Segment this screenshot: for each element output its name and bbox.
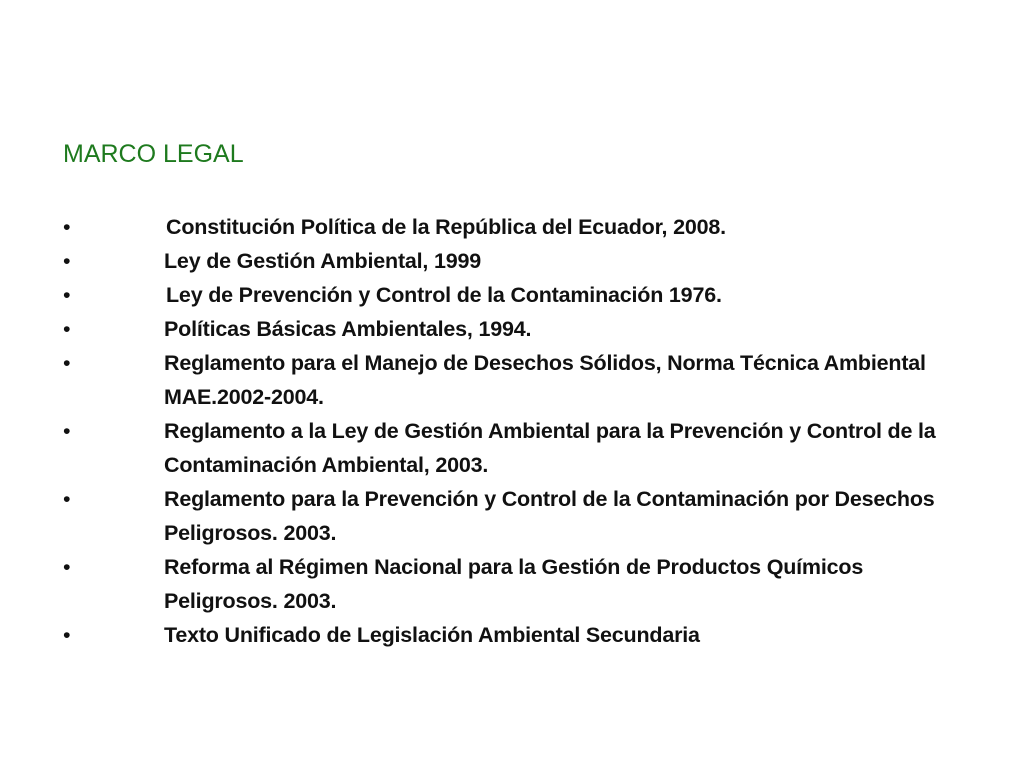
list-item xyxy=(63,278,963,312)
list-item-text: Ley de Prevención y Control de la Contaminación 1976. xyxy=(166,283,722,307)
list-item xyxy=(63,244,963,278)
list-item-text: Reglamento a la Ley de Gestión Ambiental para la Prevención y Control de la Contaminación Ambiental, 2003. xyxy=(164,419,936,477)
bullet-icon: • xyxy=(63,317,71,341)
list-item-text: Reforma al Régimen Nacional para la Gestión de Productos Químicos Peligrosos. 2003. xyxy=(164,555,864,613)
list-item-text: Políticas Básicas Ambientales, 1994. xyxy=(164,317,532,341)
slide-title: MARCO LEGAL xyxy=(63,140,244,168)
bullet-icon: • xyxy=(63,623,71,647)
list-item-text: Constitución Política de la República del Ecuador, 2008. xyxy=(166,215,726,239)
legal-framework-list xyxy=(63,210,963,652)
list-item-text: Ley de Gestión Ambiental, 1999 xyxy=(164,249,482,273)
list-item-text: Reglamento para la Prevención y Control de la Contaminación por Desechos Peligrosos. 2003. xyxy=(164,487,935,545)
list-item xyxy=(63,550,963,618)
bullet-icon: • xyxy=(63,419,71,443)
list-item-text: Reglamento para el Manejo de Desechos Sólidos, Norma Técnica Ambiental MAE.2002-2004. xyxy=(164,351,926,409)
list-item xyxy=(63,312,963,346)
list-item xyxy=(63,482,963,550)
bullet-icon: • xyxy=(63,215,71,239)
bullet-icon: • xyxy=(63,283,71,307)
list-item xyxy=(63,346,963,414)
bullet-icon: • xyxy=(63,555,71,579)
list-item xyxy=(63,414,963,482)
list-item-text: Texto Unificado de Legislación Ambiental Secundaria xyxy=(164,623,700,647)
bullet-icon: • xyxy=(63,249,71,273)
bullet-icon: • xyxy=(63,351,71,375)
list-item xyxy=(63,210,963,244)
list-item xyxy=(63,618,963,652)
bullet-icon: • xyxy=(63,487,71,511)
